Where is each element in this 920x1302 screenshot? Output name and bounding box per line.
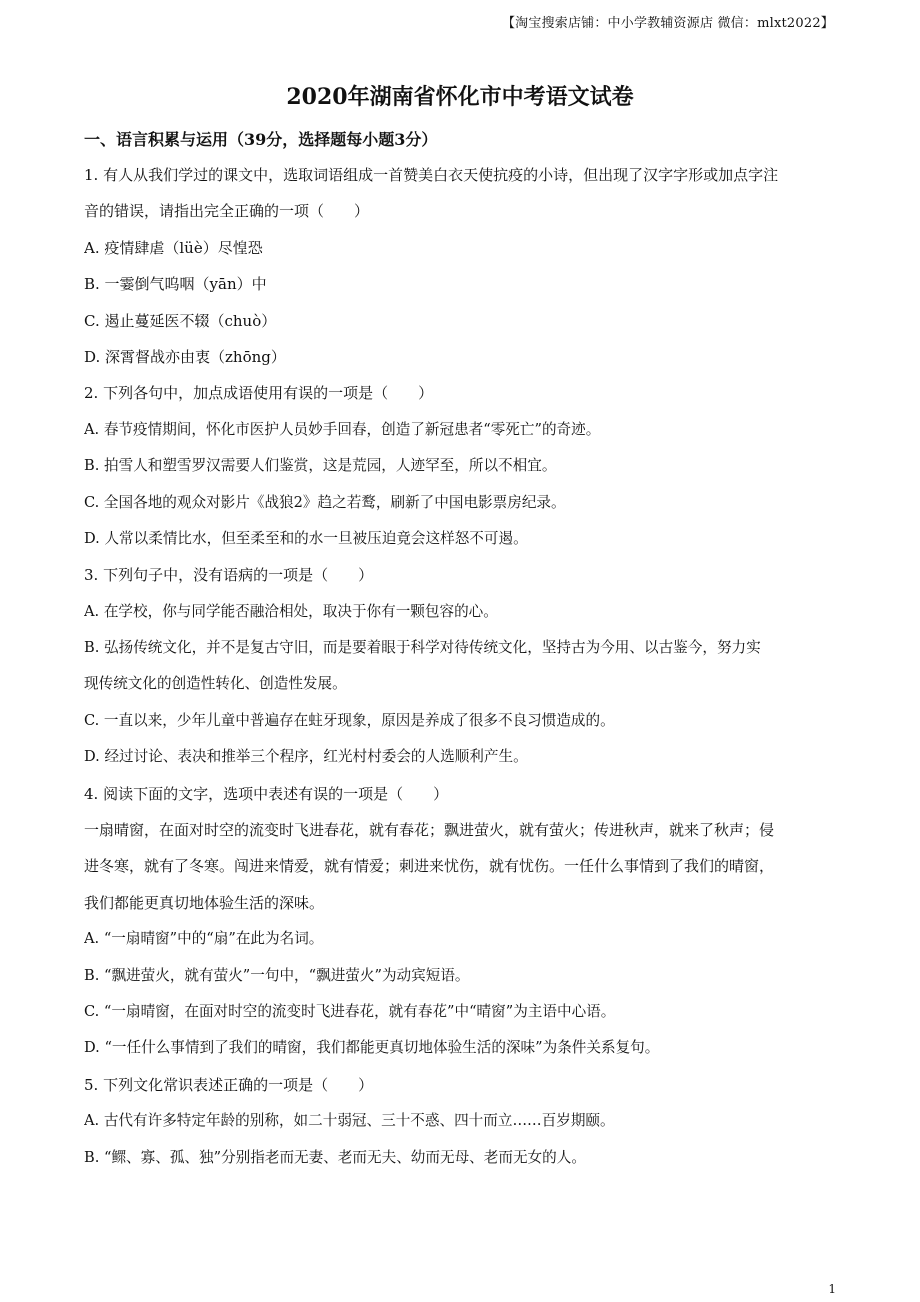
section-heading: 一、语言积累与运用（39分，选择题每小题3分）	[84, 130, 438, 149]
option-line: A. “一扇晴窗”中的“扇”在此为名词。	[84, 930, 324, 948]
option-line: B. “飘进萤火，就有萤火”一句中，“飘进萤火”为动宾短语。	[84, 966, 470, 984]
text-line: 1. 有人从我们学过的课文中，选取词语组成一首赞美白衣天使抗疫的小诗，但出现了汉字字形或加点字注	[84, 166, 779, 184]
page-title: 2020年湖南省怀化市中考语文试卷	[286, 84, 634, 110]
text-line: 进冬寒，就有了冬寒。闯进来情爱，就有情爱；刺进来忧伤，就有忧伤。一任什么事情到了我们的晴窗，	[84, 857, 775, 876]
option-line: C. 遏止蔓延医不辍（chuò）	[84, 311, 277, 330]
text-line: 5. 下列文化常识表述正确的一项是（ ）	[84, 1075, 374, 1094]
header-note: 【淘宝搜索店铺：中小学教辅资源店 微信：mlxt2022】	[501, 16, 834, 31]
text-line: 4. 阅读下面的文字，选项中表述有误的一项是（ ）	[84, 784, 449, 803]
option-line: 现传统文化的创造性转化、创造性发展。	[84, 675, 347, 693]
text-line: 我们都能更真切地体验生活的深味。	[84, 893, 325, 912]
option-line: C. “一扇晴窗，在面对时空的流变时飞进春花，就有春花”中“晴窗”为主语中心语。	[84, 1002, 616, 1020]
option-line: A. 疫情肆虐（lüè）尽惶恐	[84, 238, 263, 257]
option-line: A. 春节疫情期间，怀化市医护人员妙手回春，创造了新冠患者“零死亡”的奇迹。	[84, 420, 601, 438]
text-line: 音的错误，请指出完全正确的一项（ ）	[84, 202, 370, 221]
option-line: C. 全国各地的观众对影片《战狼2》趋之若鹜，刷新了中国电影票房纪录。	[84, 493, 566, 511]
option-line: D. “一任什么事情到了我们的晴窗，我们都能更真切地体验生活的深味”为条件关系复句。	[84, 1039, 660, 1057]
text-line: 2. 下列各句中，加点成语使用有误的一项是（ ）	[84, 384, 434, 403]
page-number: 1	[828, 1282, 836, 1296]
text-line: 3. 下列句子中，没有语病的一项是（ ）	[84, 566, 374, 585]
option-line: B. 拍雪人和塑雪罗汉需要人们鉴赏，这是荒园，人迹罕至，所以不相宜。	[84, 457, 557, 475]
text-line: 一扇晴窗，在面对时空的流变时飞进春花，就有春花；飘进萤火，就有萤火；传进秋声，就来了秋声；侵	[84, 821, 775, 840]
option-line: D. 人常以柔情比水，但至柔至和的水一旦被压迫竟会这样怒不可遏。	[84, 529, 528, 547]
option-line: A. 在学校，你与同学能否融洽相处，取决于你有一颗包容的心。	[84, 602, 498, 620]
option-line: D. 经过讨论、表决和推举三个程序，红光村村委会的人选顺利产生。	[84, 748, 528, 766]
option-line: B. 一霎倒气呜咽（yān）中	[84, 275, 267, 294]
option-line: A. 古代有许多特定年龄的别称，如二十弱冠、三十不惑、四十而立……百岁期颐。	[84, 1112, 615, 1130]
option-line: D. 深霄督战亦由衷（zhōng）	[84, 347, 286, 366]
question-body	[84, 157, 840, 1176]
option-line: B. “鳏、寡、孤、独”分别指老而无妻、老而无夫、幼而无母、老而无女的人。	[84, 1148, 586, 1166]
option-line: B. 弘扬传统文化，并不是复古守旧，而是要着眼于科学对待传统文化，坚持古为今用、以古鉴今，努力实	[84, 639, 761, 657]
option-line: C. 一直以来，少年儿童中普遍存在蛀牙现象，原因是养成了很多不良习惯造成的。	[84, 711, 615, 729]
